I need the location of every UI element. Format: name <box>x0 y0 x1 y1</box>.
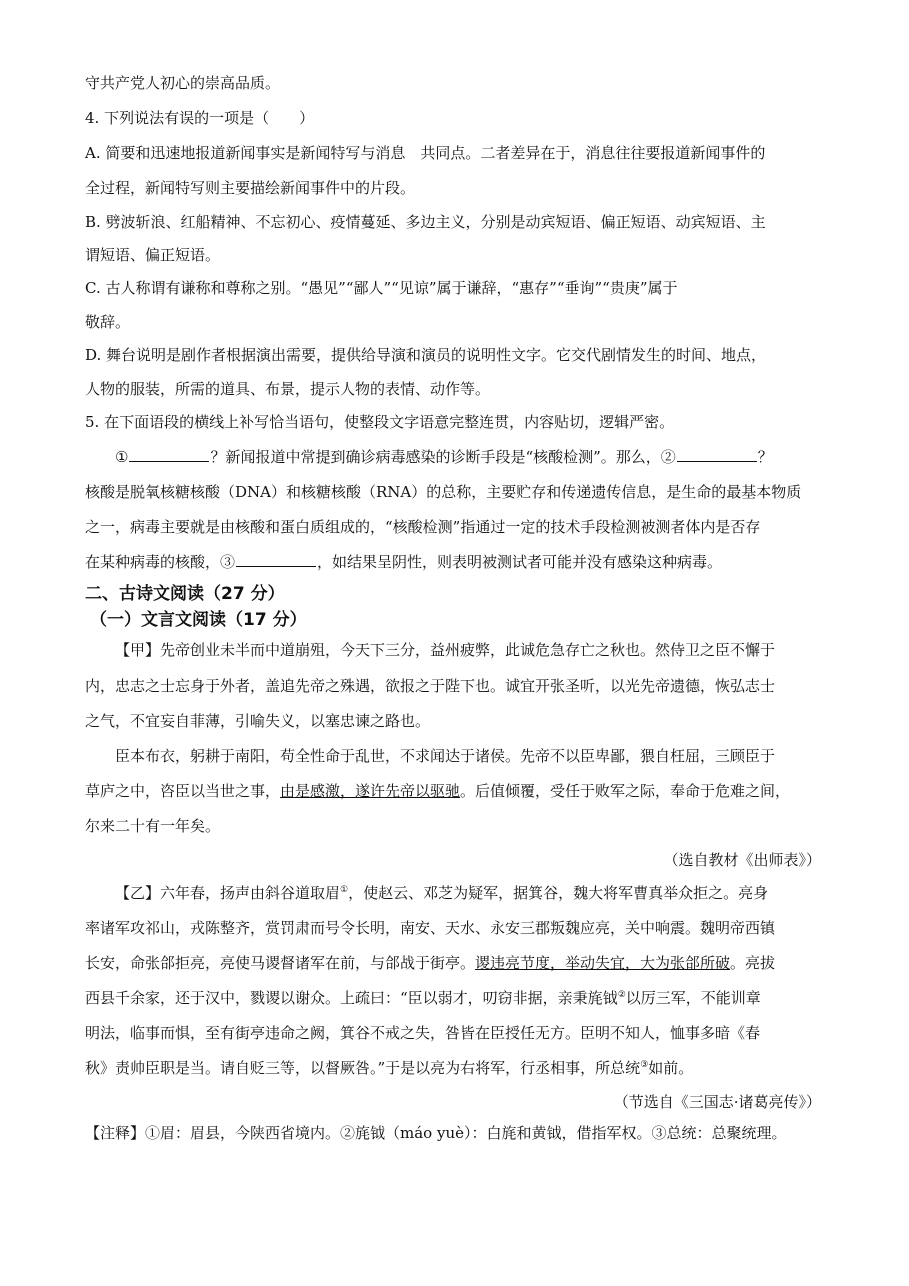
classical-text-line <box>115 883 829 903</box>
source-citation: （选自教材《出师表》） <box>663 851 821 869</box>
footnote-marker: ① <box>340 885 349 895</box>
blank-2[interactable] <box>677 447 757 462</box>
option-a-cont: 全过程，新闻特写则主要描绘新闻事件中的片段。 <box>85 179 416 197</box>
classical-text: ，使赵云、邓芝为疑军，据箕谷，魏大将军曹真举众拒之。亮身 <box>348 884 769 902</box>
question-5: 5. 在下面语段的横线上补写恰当语句，使整段文字语意完整连贯，内容贴切，逻辑严密。 <box>85 413 675 431</box>
classical-text-line: 尔来二十有一年矣。 <box>85 817 221 835</box>
option-b: B. 劈波斩浪、红船精神、不忘初心、疫情蔓延、多边主义，分别是动宾短语、偏正短语、动宾短语、主 <box>85 213 766 231</box>
option-b-cont: 谓短语、偏正短语。 <box>85 246 221 264</box>
classical-text: 草庐之中，咨臣以当世之事， <box>85 782 281 800</box>
classical-text-line: 之气，不宜妄自菲薄，引喻失义，以塞忠谏之路也。 <box>85 712 431 730</box>
blank-label-1: ① <box>115 448 129 466</box>
classical-text: 。后值倾覆，受任于败军之际，奉命于危难之间， <box>460 782 791 800</box>
option-d: D. 舞台说明是剧作者根据演出需要，提供给导演和演员的说明性文字。它交代剧情发生的时间、地点， <box>85 346 767 364</box>
option-a: A. 简要和迅速地报道新闻事实是新闻特写与消息 共同点。二者差异在于，消息往往要报道新闻事件的 <box>85 144 766 162</box>
blank-1[interactable] <box>129 447 209 462</box>
underlined-sentence: 由是感激，遂许先帝以驱驰 <box>280 782 461 800</box>
subsection-heading: （一）文言文阅读（17 分） <box>90 610 307 630</box>
classical-text-line: 明法，临事而惧，至有街亭违命之阙，箕谷不戒之失，咎皆在臣授任无方。臣明不知人，恤事多暗《春 <box>85 1024 761 1042</box>
passage-line: 之一，病毒主要就是由核酸和蛋白质组成的，“核酸检测”指通过一定的技术手段检测被测者体内是否存 <box>85 518 761 536</box>
passage-text: ？ <box>757 448 773 466</box>
classical-text: 秋》责帅臣职是当。请自贬三等，以督厥咎。”于是以亮为右将军，行丞相事，所总统 <box>85 1059 641 1077</box>
classical-text-line <box>85 988 829 1008</box>
classical-text-line: 率诸军攻祁山，戎陈整齐，赏罚肃而号令长明，南安、天水、永安三郡叛魏应亮，关中响震。魏明帝西镇 <box>85 919 776 937</box>
text-line: 守共产党人初心的崇高品质。 <box>85 74 281 92</box>
passage-line <box>85 552 829 572</box>
classical-text: 西县千余家，还于汉中，戮谡以谢众。上疏曰：“臣以弱才，叨窃非据，亲秉旄钺 <box>85 989 618 1007</box>
option-c-cont: 敬辞。 <box>85 313 131 331</box>
classical-text-line <box>85 953 829 973</box>
classical-text: 如前。 <box>648 1059 694 1077</box>
footnotes: 【注释】①眉：眉县，今陕西省境内。②旄钺（máo yuè）：白旄和黄钺，借指军权。③总统：总聚统理。 <box>85 1124 787 1142</box>
classical-text-line: 【甲】先帝创业未半而中道崩殂，今天下三分，益州疲弊，此诚危急存亡之秋也。然侍卫之臣不懈于 <box>115 641 776 659</box>
footnote-marker: ③ <box>640 1060 649 1070</box>
section-heading: 二、古诗文阅读（27 分） <box>85 584 285 604</box>
underlined-sentence: 谡违亮节度，举动失宜，大为张郃所破 <box>475 954 731 972</box>
passage-line: 核酸是脱氧核糖核酸（DNA）和核糖核酸（RNA）的总称，主要贮存和传递遗传信息，是生命的最基本物质 <box>85 483 802 501</box>
blank-3[interactable] <box>236 552 316 567</box>
footnote-marker: ② <box>617 990 626 1000</box>
option-d-cont: 人物的服装，所需的道具、布景，提示人物的表情、动作等。 <box>85 380 491 398</box>
source-citation: （节选自《三国志·诸葛亮传》） <box>613 1093 821 1111</box>
classical-text: 【乙】六年春，扬声由斜谷道取眉 <box>115 884 341 902</box>
classical-text-line: 臣本布衣，躬耕于南阳，苟全性命于乱世，不求闻达于诸侯。先帝不以臣卑鄙，猥自枉屈，三顾臣于 <box>115 747 776 765</box>
classical-text: 长安，命张郃拒亮，亮使马谡督诸军在前，与郃战于街亭。 <box>85 954 476 972</box>
passage-line <box>115 447 829 467</box>
question-4: 4. 下列说法有误的一项是（ ） <box>85 109 315 127</box>
passage-text: ？新闻报道中常提到确诊病毒感染的诊断手段是“核酸检测”。那么，② <box>210 448 676 466</box>
passage-text: ，如结果呈阴性，则表明被测试者可能并没有感染这种病毒。 <box>317 553 723 571</box>
passage-text: 在某种病毒的核酸，③ <box>85 553 236 571</box>
classical-text: 以厉三军，不能训章 <box>625 989 761 1007</box>
option-c: C. 古人称谓有谦称和尊称之别。“愚见”“鄙人”“见谅”属于谦辞，“惠存”“垂询”“贵庚”属于 <box>85 279 678 297</box>
classical-text-line <box>85 1058 829 1078</box>
classical-text: 。亮拔 <box>730 954 776 972</box>
classical-text-line <box>85 781 829 801</box>
classical-text-line: 内，忠志之士忘身于外者，盖追先帝之殊遇，欲报之于陛下也。诚宜开张圣听，以光先帝遗德，恢弘志士 <box>85 677 776 695</box>
